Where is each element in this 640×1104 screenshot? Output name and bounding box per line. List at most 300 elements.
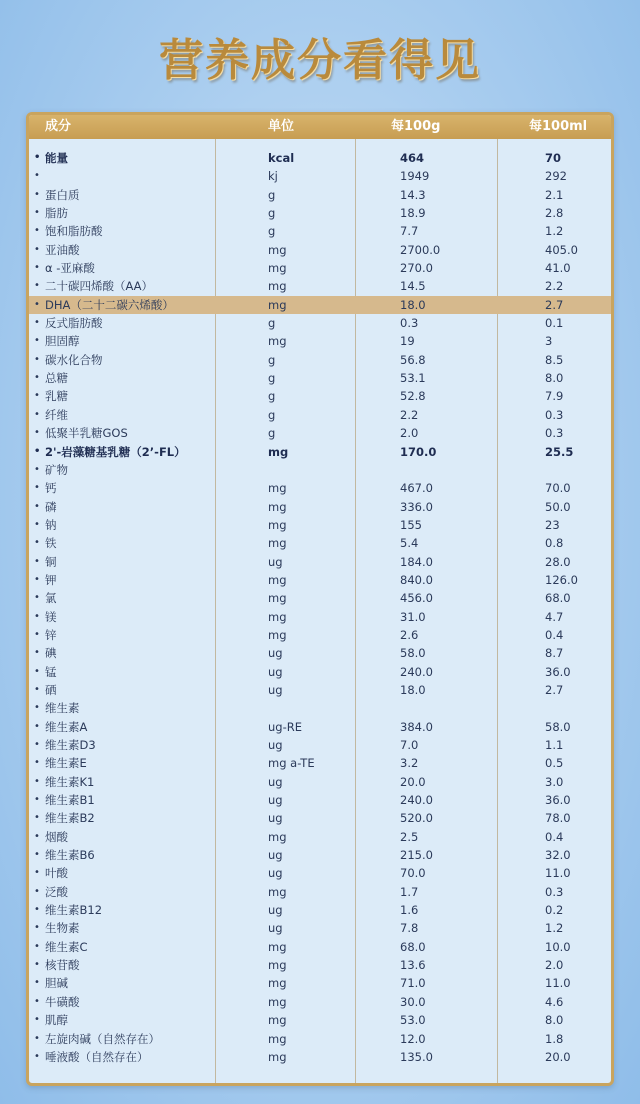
component-name: 维生素A [45,719,88,734]
unit-value: mg [268,829,287,844]
table-row [29,608,611,626]
table-row [29,479,611,497]
per-100ml-value: 0.3 [545,884,564,899]
unit-value: ug [268,682,283,697]
row-bullet: • [34,152,41,163]
row-bullet: • [34,573,40,585]
unit-value: mg [268,609,287,624]
per-100ml-value: 1.2 [545,921,564,936]
unit-value: mg [268,517,287,532]
table-row [29,699,611,717]
unit-value: mg [268,994,287,1009]
row-bullet: • [34,683,40,695]
component-name: 叶酸 [45,866,68,881]
unit-value: g [268,224,276,239]
unit-value: ug [268,921,283,936]
per-100ml-value: 11.0 [545,976,571,991]
per-100ml-value: 292 [545,169,567,184]
per-100g-value: 70.0 [400,866,426,881]
row-bullet: • [34,445,41,457]
component-name: 肌醇 [45,1013,68,1028]
table-row [29,773,611,791]
row-bullet: • [34,995,40,1007]
table-row [29,204,611,222]
table-row [29,644,611,662]
unit-value: mg [268,481,287,496]
per-100g-value: 12.0 [400,1031,426,1046]
component-name: 维生素K1 [45,774,95,789]
row-bullet: • [34,408,40,420]
per-100ml-value: 68.0 [545,591,571,606]
row-bullet: • [34,463,40,475]
row-bullet: • [34,188,40,200]
component-name: 2'-岩藻糖基乳糖（2’-FL） [45,444,186,459]
per-100g-value: 184.0 [400,554,433,569]
row-bullet: • [34,885,40,897]
table-row [29,149,611,167]
table-row [29,718,611,736]
table-row [29,314,611,332]
component-name: 蛋白质 [45,187,80,202]
table-row [29,1030,611,1048]
component-name: 氯 [45,591,57,606]
per-100g-value: 56.8 [400,352,426,367]
per-100g-value: 467.0 [400,481,433,496]
per-100g-value: 30.0 [400,994,426,1009]
per-100g-value: 464 [400,151,425,165]
page-title: 营养成分看得见 [159,35,481,86]
per-100ml-value: 25.5 [545,444,574,459]
table-row [29,993,611,1011]
per-100ml-value: 2.7 [545,297,564,312]
component-name: 反式脂肪酸 [45,316,103,331]
header-per-100g: 每100g [391,119,441,134]
per-100g-value: 52.8 [400,389,426,404]
component-name: 锰 [45,664,57,679]
per-100g-value: 7.8 [400,921,419,936]
per-100g-value: 7.7 [400,224,419,239]
row-bullet: • [34,390,40,402]
per-100g-value: 520.0 [400,811,433,826]
row-bullet: • [34,482,40,494]
table-row [29,498,611,516]
component-name: 碘 [45,646,57,661]
component-name: 泛酸 [45,884,68,899]
unit-value: g [268,187,276,202]
table-row [29,828,611,846]
per-100ml-value: 32.0 [545,848,571,863]
table-row [29,553,611,571]
per-100g-value: 14.3 [400,187,426,202]
row-bullet: • [34,830,40,842]
component-name: 维生素D3 [45,738,96,752]
header-per-100ml: 每100ml [529,119,588,134]
per-100g-value: 170.0 [400,444,437,459]
per-100ml-value: 1.8 [545,1031,564,1046]
table-row [29,296,611,314]
table-row [29,589,611,607]
component-name: 铁 [45,536,57,551]
unit-value: mg [268,499,287,514]
per-100ml-value: 3.0 [545,774,564,789]
component-name: 维生素 [45,701,80,716]
row-bullet: • [34,280,40,292]
table-row [29,883,611,901]
per-100g-value: 53.1 [400,371,426,386]
unit-value: mg [268,1031,287,1046]
component-name: 唾液酸（自然存在） [45,1049,149,1064]
unit-value: ug [268,793,283,808]
unit-value: mg [268,297,287,312]
component-name: 维生素C [45,939,88,954]
component-name: 维生素B2 [45,811,95,826]
unit-value: g [268,407,276,422]
per-100g-value: 53.0 [400,1013,426,1028]
unit-value: mg [268,334,287,349]
per-100ml-value: 0.1 [545,316,564,331]
component-name: 镁 [45,609,57,624]
per-100g-value: 20.0 [400,774,426,789]
component-name: 左旋肉碱（自然存在） [45,1031,160,1046]
row-bullet: • [34,959,40,971]
unit-value: mg [268,536,287,551]
table-row [29,516,611,534]
nutrition-table [26,112,614,1086]
unit-value: kj [268,169,278,184]
per-100ml-value: 41.0 [545,261,571,276]
per-100g-value: 1949 [400,169,430,184]
row-bullet: • [34,610,40,622]
component-name: 纤维 [45,407,68,422]
component-name: 碳水化合物 [45,352,103,367]
unit-value: mg [268,958,287,973]
table-body [29,149,611,1066]
component-name: 矿物 [45,462,68,477]
row-bullet: • [34,867,40,879]
component-name: 核苷酸 [45,958,80,973]
component-name: 亚油酸 [45,242,80,257]
unit-value: mg [268,976,287,991]
unit-value: ug [268,774,283,789]
unit-value: mg [268,939,287,954]
unit-value: kcal [268,151,295,165]
per-100ml-value: 7.9 [545,389,564,404]
row-bullet: • [34,518,40,530]
per-100ml-value: 0.4 [545,829,564,844]
component-name: 乳糖 [45,389,68,404]
per-100ml-value: 126.0 [545,572,578,587]
table-row [29,736,611,754]
per-100g-value: 155 [400,517,422,532]
unit-value: mg [268,627,287,642]
table-row [29,681,611,699]
unit-value: mg [268,591,287,606]
per-100ml-value: 28.0 [545,554,571,569]
row-bullet: • [34,940,40,952]
row-bullet: • [34,335,40,347]
unit-value: mg [268,279,287,294]
row-bullet: • [34,427,40,439]
header-component: 成分 [45,119,72,134]
component-name: 胆固醇 [45,334,80,349]
table-row [29,424,611,442]
per-100ml-value: 0.3 [545,407,564,422]
row-bullet: • [34,757,40,769]
component-name: α -亚麻酸 [45,261,95,276]
row-bullet: • [34,1014,40,1026]
per-100ml-value: 8.5 [545,352,564,367]
per-100ml-value: 10.0 [545,939,571,954]
per-100ml-value: 36.0 [545,793,571,808]
unit-value: g [268,316,276,331]
per-100g-value: 3.2 [400,756,419,771]
row-bullet: • [34,849,40,861]
table-row [29,259,611,277]
component-name: 脂肪 [45,206,68,221]
unit-value: ug [268,848,283,863]
row-bullet: • [34,317,40,329]
table-row [29,809,611,827]
per-100ml-value: 2.8 [545,206,564,221]
table-row [29,443,611,461]
row-bullet: • [34,243,40,255]
per-100g-value: 2700.0 [400,242,441,257]
table-row [29,277,611,295]
row-bullet: • [34,170,40,182]
unit-value: mg [268,1049,287,1064]
unit-value: ug [268,554,283,569]
component-name: 钾 [45,572,57,587]
component-name: 低聚半乳糖GOS [45,426,128,441]
row-bullet: • [34,922,40,934]
table-row [29,956,611,974]
table-row [29,369,611,387]
row-bullet: • [34,537,40,549]
per-100ml-value: 2.1 [545,187,564,202]
per-100g-value: 240.0 [400,664,433,679]
component-name: 钙 [45,481,57,496]
table-row [29,864,611,882]
per-100ml-value: 1.2 [545,224,564,239]
table-row [29,571,611,589]
per-100g-value: 2.0 [400,426,419,441]
per-100ml-value: 70 [545,151,562,165]
per-100ml-value: 8.0 [545,371,564,386]
row-bullet: • [34,775,40,787]
table-row [29,626,611,644]
component-name: 维生素E [45,756,87,771]
unit-value: mg [268,1013,287,1028]
table-row [29,241,611,259]
per-100ml-value: 2.2 [545,279,564,294]
row-bullet: • [34,665,40,677]
row-bullet: • [34,353,40,365]
component-name: 胆碱 [45,976,68,991]
per-100g-value: 240.0 [400,793,433,808]
unit-value: ug [268,866,283,881]
unit-value: ug [268,811,283,826]
component-name: 饱和脂肪酸 [45,224,103,239]
unit-value: ug [268,903,283,918]
per-100ml-value: 0.3 [545,426,564,441]
component-name: 磷 [45,499,57,514]
table-row [29,938,611,956]
component-name: 维生素B12 [45,903,103,918]
per-100ml-value: 0.2 [545,903,564,918]
per-100g-value: 0.3 [400,316,419,331]
per-100ml-value: 0.5 [545,756,564,771]
per-100ml-value: 405.0 [545,242,578,257]
per-100g-value: 18.0 [400,682,426,697]
row-bullet: • [34,555,40,567]
per-100g-value: 58.0 [400,646,426,661]
per-100g-value: 1.7 [400,884,419,899]
table-row [29,534,611,552]
per-100ml-value: 0.8 [545,536,564,551]
per-100g-value: 270.0 [400,261,433,276]
table-row [29,351,611,369]
row-bullet: • [34,1032,40,1044]
component-name: 锌 [45,627,57,642]
table-row [29,791,611,809]
per-100g-value: 19 [400,334,415,349]
per-100g-value: 456.0 [400,591,433,606]
per-100ml-value: 58.0 [545,719,571,734]
unit-value: mg [268,444,289,459]
per-100g-value: 2.6 [400,627,419,642]
component-name: DHA（二十二碳六烯酸） [45,297,174,312]
row-bullet: • [34,904,40,916]
table-row [29,1048,611,1066]
table-row [29,846,611,864]
row-bullet: • [34,977,40,989]
per-100g-value: 7.0 [400,738,419,752]
per-100g-value: 840.0 [400,572,433,587]
per-100g-value: 135.0 [400,1049,433,1064]
table-row [29,901,611,919]
unit-value: g [268,371,276,386]
per-100ml-value: 11.0 [545,866,571,881]
component-name: 牛磺酸 [45,994,80,1009]
per-100g-value: 14.5 [400,279,426,294]
table-row [29,974,611,992]
row-bullet: • [34,720,40,732]
per-100ml-value: 3 [545,334,553,349]
unit-value: g [268,426,276,441]
per-100g-value: 336.0 [400,499,433,514]
component-name: 铜 [45,554,57,569]
per-100ml-value: 2.7 [545,682,564,697]
unit-value: mg [268,884,287,899]
unit-value: g [268,352,276,367]
component-name: 能量 [45,151,68,165]
table-row [29,167,611,185]
per-100g-value: 18.0 [400,297,426,312]
per-100g-value: 13.6 [400,958,426,973]
per-100g-value: 2.2 [400,407,419,422]
table-row [29,222,611,240]
table-row [29,1011,611,1029]
per-100ml-value: 36.0 [545,664,571,679]
table-row [29,186,611,204]
row-bullet: • [34,812,40,824]
component-name: 硒 [45,682,57,697]
component-name: 维生素B1 [45,793,95,808]
unit-value: mg [268,572,287,587]
table-header [29,115,611,139]
component-name: 维生素B6 [45,848,95,863]
per-100g-value: 68.0 [400,939,426,954]
table-row [29,919,611,937]
per-100g-value: 2.5 [400,829,419,844]
per-100ml-value: 50.0 [545,499,571,514]
row-bullet: • [34,500,40,512]
row-bullet: • [34,298,40,310]
per-100g-value: 215.0 [400,848,433,863]
per-100ml-value: 20.0 [545,1049,571,1064]
per-100ml-value: 0.4 [545,627,564,642]
unit-value: g [268,206,276,221]
per-100g-value: 5.4 [400,536,419,551]
row-bullet: • [34,647,40,659]
row-bullet: • [34,207,40,219]
row-bullet: • [34,372,40,384]
per-100ml-value: 4.7 [545,609,564,624]
component-name: 二十碳四烯酸（AA） [45,279,154,294]
unit-value: g [268,389,276,404]
unit-value: mg [268,242,287,257]
row-bullet: • [34,225,40,237]
table-row [29,461,611,479]
unit-value: mg a-TE [268,756,315,771]
row-bullet: • [34,739,40,750]
per-100ml-value: 78.0 [545,811,571,826]
component-name: 钠 [45,517,57,532]
table-row [29,754,611,772]
per-100ml-value: 1.1 [545,738,564,752]
per-100ml-value: 8.0 [545,1013,564,1028]
unit-value: ug [268,664,283,679]
per-100g-value: 18.9 [400,206,426,221]
unit-value: ug [268,738,283,752]
row-bullet: • [34,702,40,714]
unit-value: ug [268,646,283,661]
per-100g-value: 1.6 [400,903,419,918]
row-bullet: • [34,1050,40,1062]
row-bullet: • [34,592,40,604]
per-100g-value: 71.0 [400,976,426,991]
table-row [29,387,611,405]
table-row [29,406,611,424]
per-100ml-value: 4.6 [545,994,564,1009]
unit-value: mg [268,261,287,276]
header-unit: 单位 [268,119,295,134]
per-100ml-value: 2.0 [545,958,564,973]
unit-value: ug-RE [268,719,302,734]
table-row [29,332,611,350]
row-bullet: • [34,262,40,274]
component-name: 烟酸 [45,829,68,844]
row-bullet: • [34,628,40,640]
per-100ml-value: 70.0 [545,481,571,496]
table-row [29,663,611,681]
per-100g-value: 31.0 [400,609,426,624]
component-name: 生物素 [45,921,80,936]
component-name: 总糖 [45,371,68,386]
per-100g-value: 384.0 [400,719,433,734]
row-bullet: • [34,794,40,806]
per-100ml-value: 8.7 [545,646,564,661]
